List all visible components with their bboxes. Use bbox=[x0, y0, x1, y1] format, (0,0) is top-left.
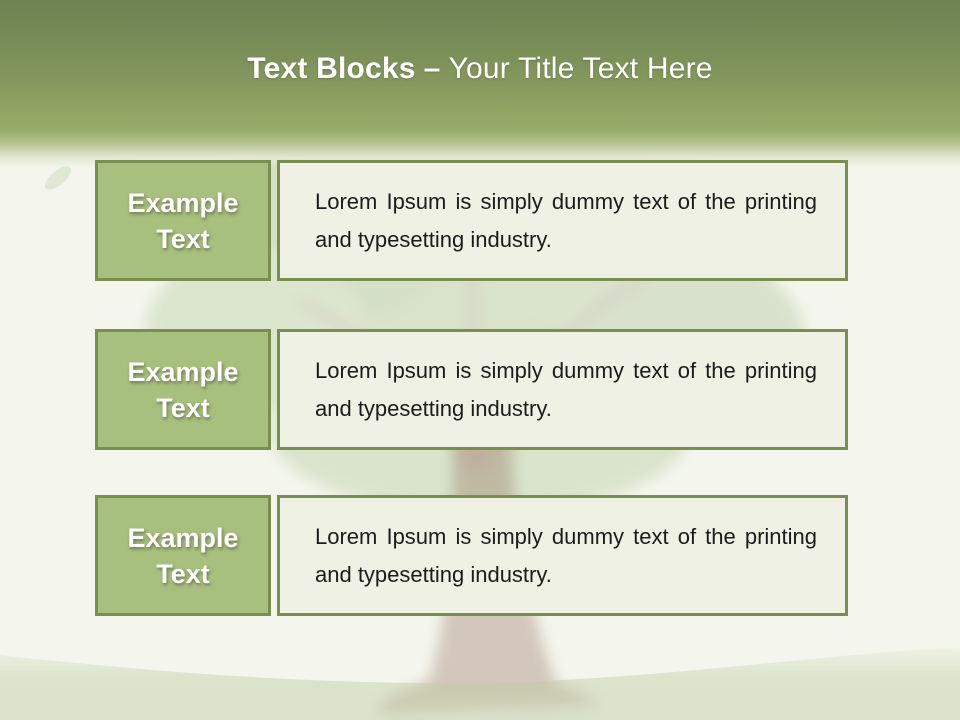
body-text: Lorem Ipsum is simply dummy text of the printing and typesetting industry. bbox=[315, 357, 817, 421]
header-band bbox=[0, 0, 960, 168]
example-label-box bbox=[95, 160, 271, 281]
body-text-box bbox=[277, 495, 848, 616]
body-text: Lorem Ipsum is simply dummy text of the printing and typesetting industry. bbox=[315, 523, 817, 587]
example-label-line1: Example bbox=[127, 522, 239, 553]
body-text: Lorem Ipsum is simply dummy text of the printing and typesetting industry. bbox=[315, 188, 817, 252]
example-label-line1: Example bbox=[127, 356, 239, 387]
title-regular-text: Your Title Text Here bbox=[448, 52, 713, 85]
text-block-row bbox=[95, 329, 848, 450]
example-label-line2: Text bbox=[156, 392, 210, 423]
example-label-line1: Example bbox=[127, 187, 239, 218]
body-text-box bbox=[277, 329, 848, 450]
slide-title bbox=[0, 52, 960, 86]
example-label-box bbox=[95, 495, 271, 616]
grass-field bbox=[0, 648, 960, 720]
body-text-box bbox=[277, 160, 848, 281]
example-label-box bbox=[95, 329, 271, 450]
example-label-line2: Text bbox=[156, 558, 210, 589]
text-block-row bbox=[95, 160, 848, 281]
title-separator: – bbox=[423, 52, 441, 85]
example-label-line2: Text bbox=[156, 223, 210, 254]
title-bold-text: Text Blocks bbox=[247, 52, 416, 85]
text-block-row bbox=[95, 495, 848, 616]
